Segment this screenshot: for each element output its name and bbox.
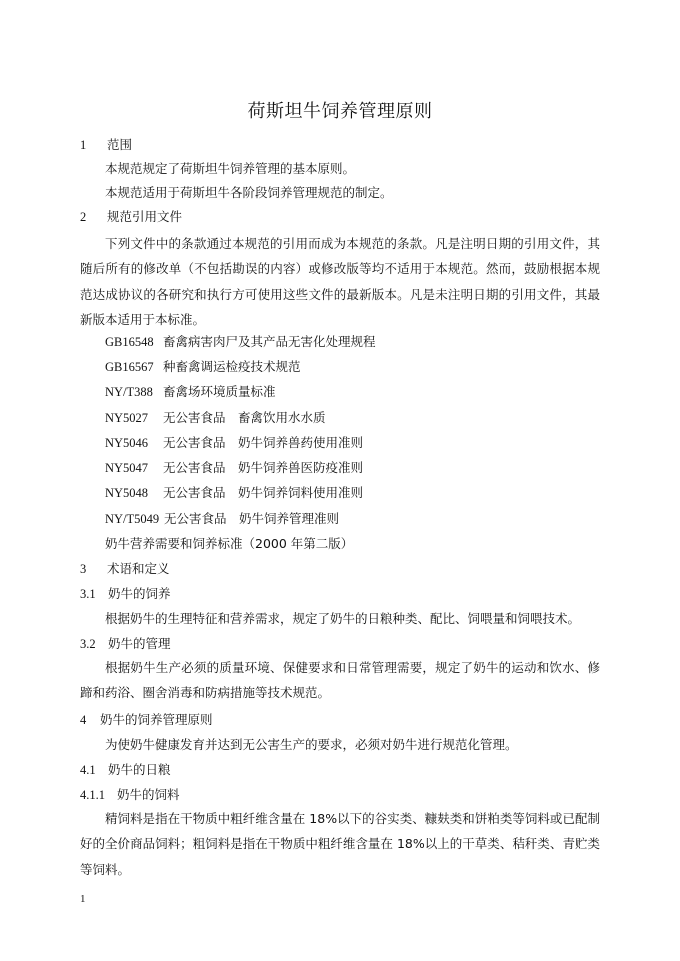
document-title: 荷斯坦牛饲养管理原则 xyxy=(247,101,433,122)
section-1-paragraph-2: 本规范适用于荷斯坦牛各阶段饲养管理规范的制定。 xyxy=(105,185,393,200)
section-3-heading: 3 术语和定义 xyxy=(80,561,170,576)
section-4-1-1-heading: 4.1.1 奶牛的饲料 xyxy=(80,787,180,802)
reference-item: NY/T5049 无公害食品 奶牛饲养管理准则 xyxy=(105,511,340,526)
section-4-1-1-paragraph: 精饲料是指在干物质中粗纤维含量在 18%以下的谷实类、糠麸类和饼粕类等饲料或已配制好的全价商品饲料；粗饲料是指在干物质中粗纤维含量在 18%以上的干草类、秸秆类、青贮类等饲料。 xyxy=(80,811,600,877)
reference-item: NY5047 无公害食品 奶牛饲养兽医防疫准则 xyxy=(105,460,364,475)
page-number: 1 xyxy=(80,893,86,905)
reference-item: NY/T388 畜禽场环境质量标准 xyxy=(105,384,276,399)
section-4-heading: 4 奶牛的饲养管理原则 xyxy=(80,712,213,727)
section-3-2-paragraph: 根据奶牛生产必须的质量环境、保健要求和日常管理需要，规定了奶牛的运动和饮水、修蹄和药浴、圈舍消毒和防病措施等技术规范。 xyxy=(80,660,600,701)
section-1-paragraph-1: 本规范规定了荷斯坦牛饲养管理的基本原则。 xyxy=(105,161,356,176)
reference-item: NY5046 无公害食品 奶牛饲养兽药使用准则 xyxy=(105,435,364,450)
section-3-1-paragraph: 根据奶牛的生理特征和营养需求，规定了奶牛的日粮种类、配比、饲喂量和饲喂技术。 xyxy=(105,611,581,626)
reference-item: 奶牛营养需要和饲养标准（2000 年第二版） xyxy=(105,536,354,551)
reference-item: GB16548 畜禽病害肉尸及其产品无害化处理规程 xyxy=(105,334,376,349)
section-1-heading: 1 范围 xyxy=(80,137,133,152)
section-4-paragraph: 为使奶牛健康发育并达到无公害生产的要求，必须对奶牛进行规范化管理。 xyxy=(105,737,518,752)
reference-item: NY5027 无公害食品 畜禽饮用水水质 xyxy=(105,410,326,425)
section-2-heading: 2 规范引用文件 xyxy=(80,209,183,224)
section-3-2-heading: 3.2 奶牛的管理 xyxy=(80,636,171,651)
reference-item: GB16567 种畜禽调运检疫技术规范 xyxy=(105,359,301,374)
section-2-paragraph: 下列文件中的条款通过本规范的引用而成为本规范的条款。凡是注明日期的引用文件，其随后所有的修改单（不包括勘误的内容）或修改版等均不适用于本规范。然而，鼓励根据本规范达成协议的各研究和执行方可使用这些文件的最新版本。凡是未注明日期的引用文件，其最新版本适用于本标准。 xyxy=(80,236,600,327)
section-4-1-heading: 4.1 奶牛的日粮 xyxy=(80,762,171,777)
section-3-1-heading: 3.1 奶牛的饲养 xyxy=(80,586,171,601)
reference-item: NY5048 无公害食品 奶牛饲养饲料使用准则 xyxy=(105,485,364,500)
